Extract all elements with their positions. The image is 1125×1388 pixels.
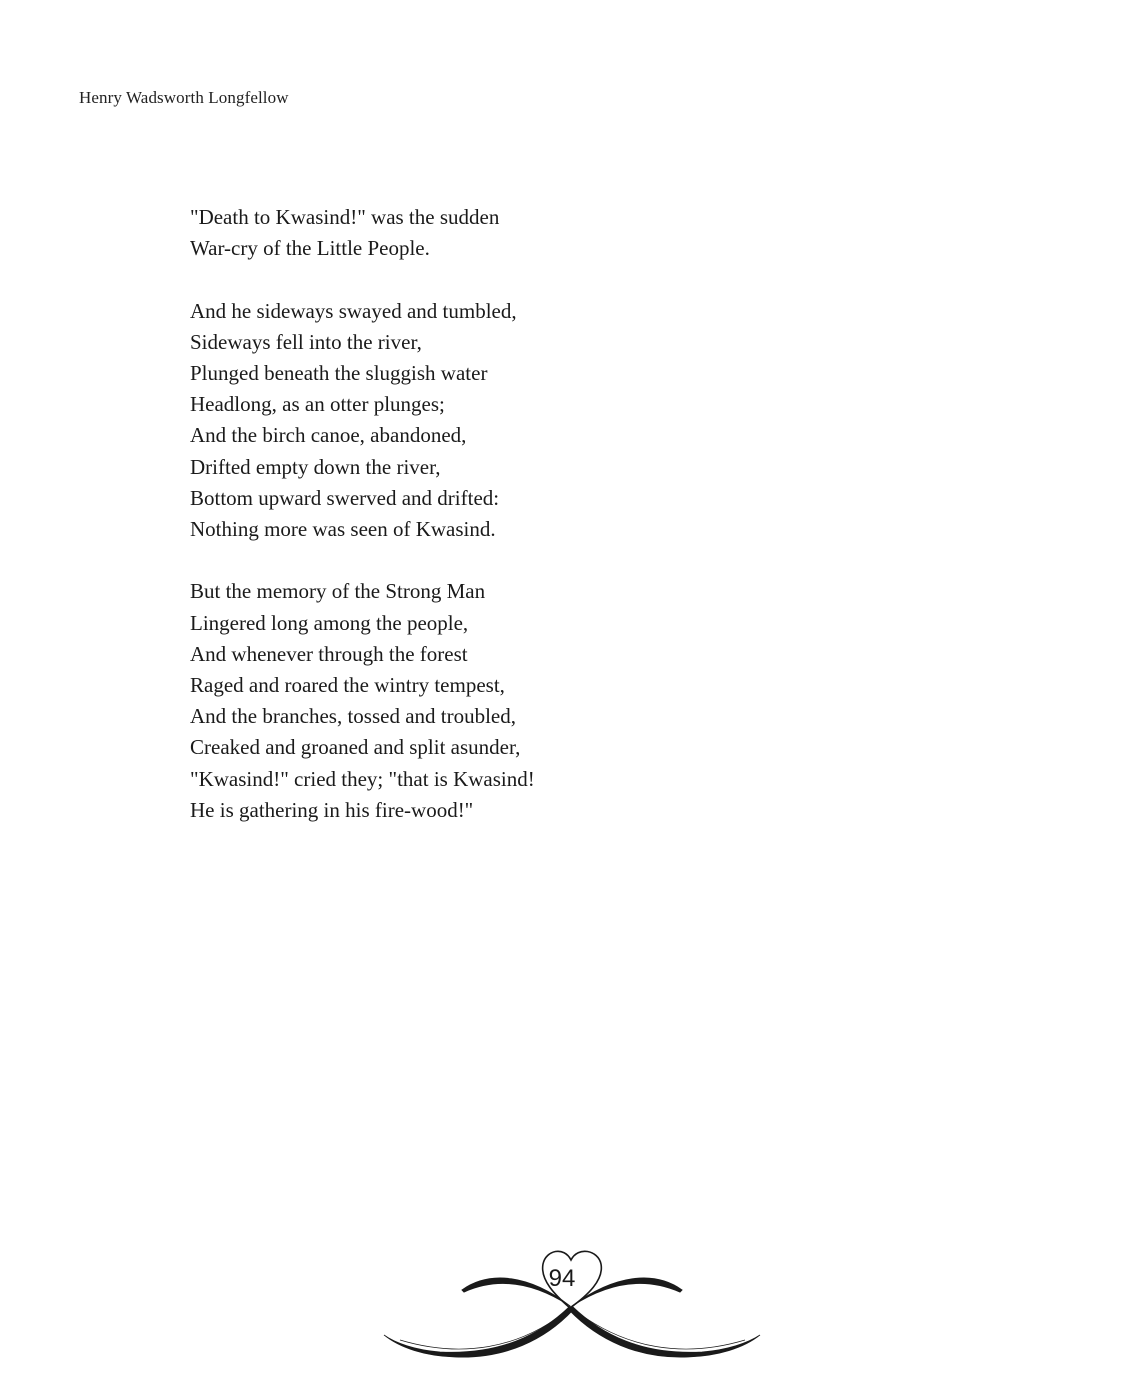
stanza bbox=[190, 576, 535, 826]
poem-line: But the memory of the Strong Man bbox=[190, 579, 486, 604]
running-header: Henry Wadsworth Longfellow bbox=[79, 88, 289, 107]
poem-line: "Death to Kwasind!" was the sudden bbox=[190, 205, 500, 229]
poem-line: Creaked and groaned and split asunder, bbox=[190, 735, 521, 760]
poem-line: He is gathering in his fire-wood!" bbox=[190, 797, 474, 822]
poem-line: And whenever through the forest bbox=[190, 641, 468, 666]
poem-line: Bottom upward swerved and drifted: bbox=[190, 485, 500, 510]
poem-line: And he sideways swayed and tumbled, bbox=[190, 298, 517, 323]
stanza bbox=[190, 296, 535, 546]
poem-line: Sideways fell into the river, bbox=[190, 329, 422, 354]
swirl-lower-left bbox=[384, 1306, 573, 1357]
poem-line: And the birch canoe, abandoned, bbox=[190, 423, 467, 448]
stanza bbox=[190, 202, 535, 264]
poem-line: Lingered long among the people, bbox=[190, 610, 469, 635]
poem-line: And the branches, tossed and troubled, bbox=[190, 704, 517, 729]
page-number: 94 bbox=[548, 1265, 576, 1292]
heart-swirl-ornament-icon bbox=[380, 1240, 765, 1365]
poem-line: Plunged beneath the sluggish water bbox=[190, 361, 488, 385]
poem-line: Drifted empty down the river, bbox=[190, 454, 441, 479]
swirl-lower-right bbox=[569, 1306, 760, 1357]
poem-line: Headlong, as an otter plunges; bbox=[190, 392, 445, 417]
poem-line: Raged and roared the wintry tempest, bbox=[190, 673, 505, 698]
poem-line: "Kwasind!" cried they; "that is Kwasind! bbox=[190, 766, 535, 791]
poem-line: War-cry of the Little People. bbox=[190, 236, 430, 261]
poem-line: Nothing more was seen of Kwasind. bbox=[190, 517, 496, 542]
poem-body bbox=[190, 202, 535, 826]
